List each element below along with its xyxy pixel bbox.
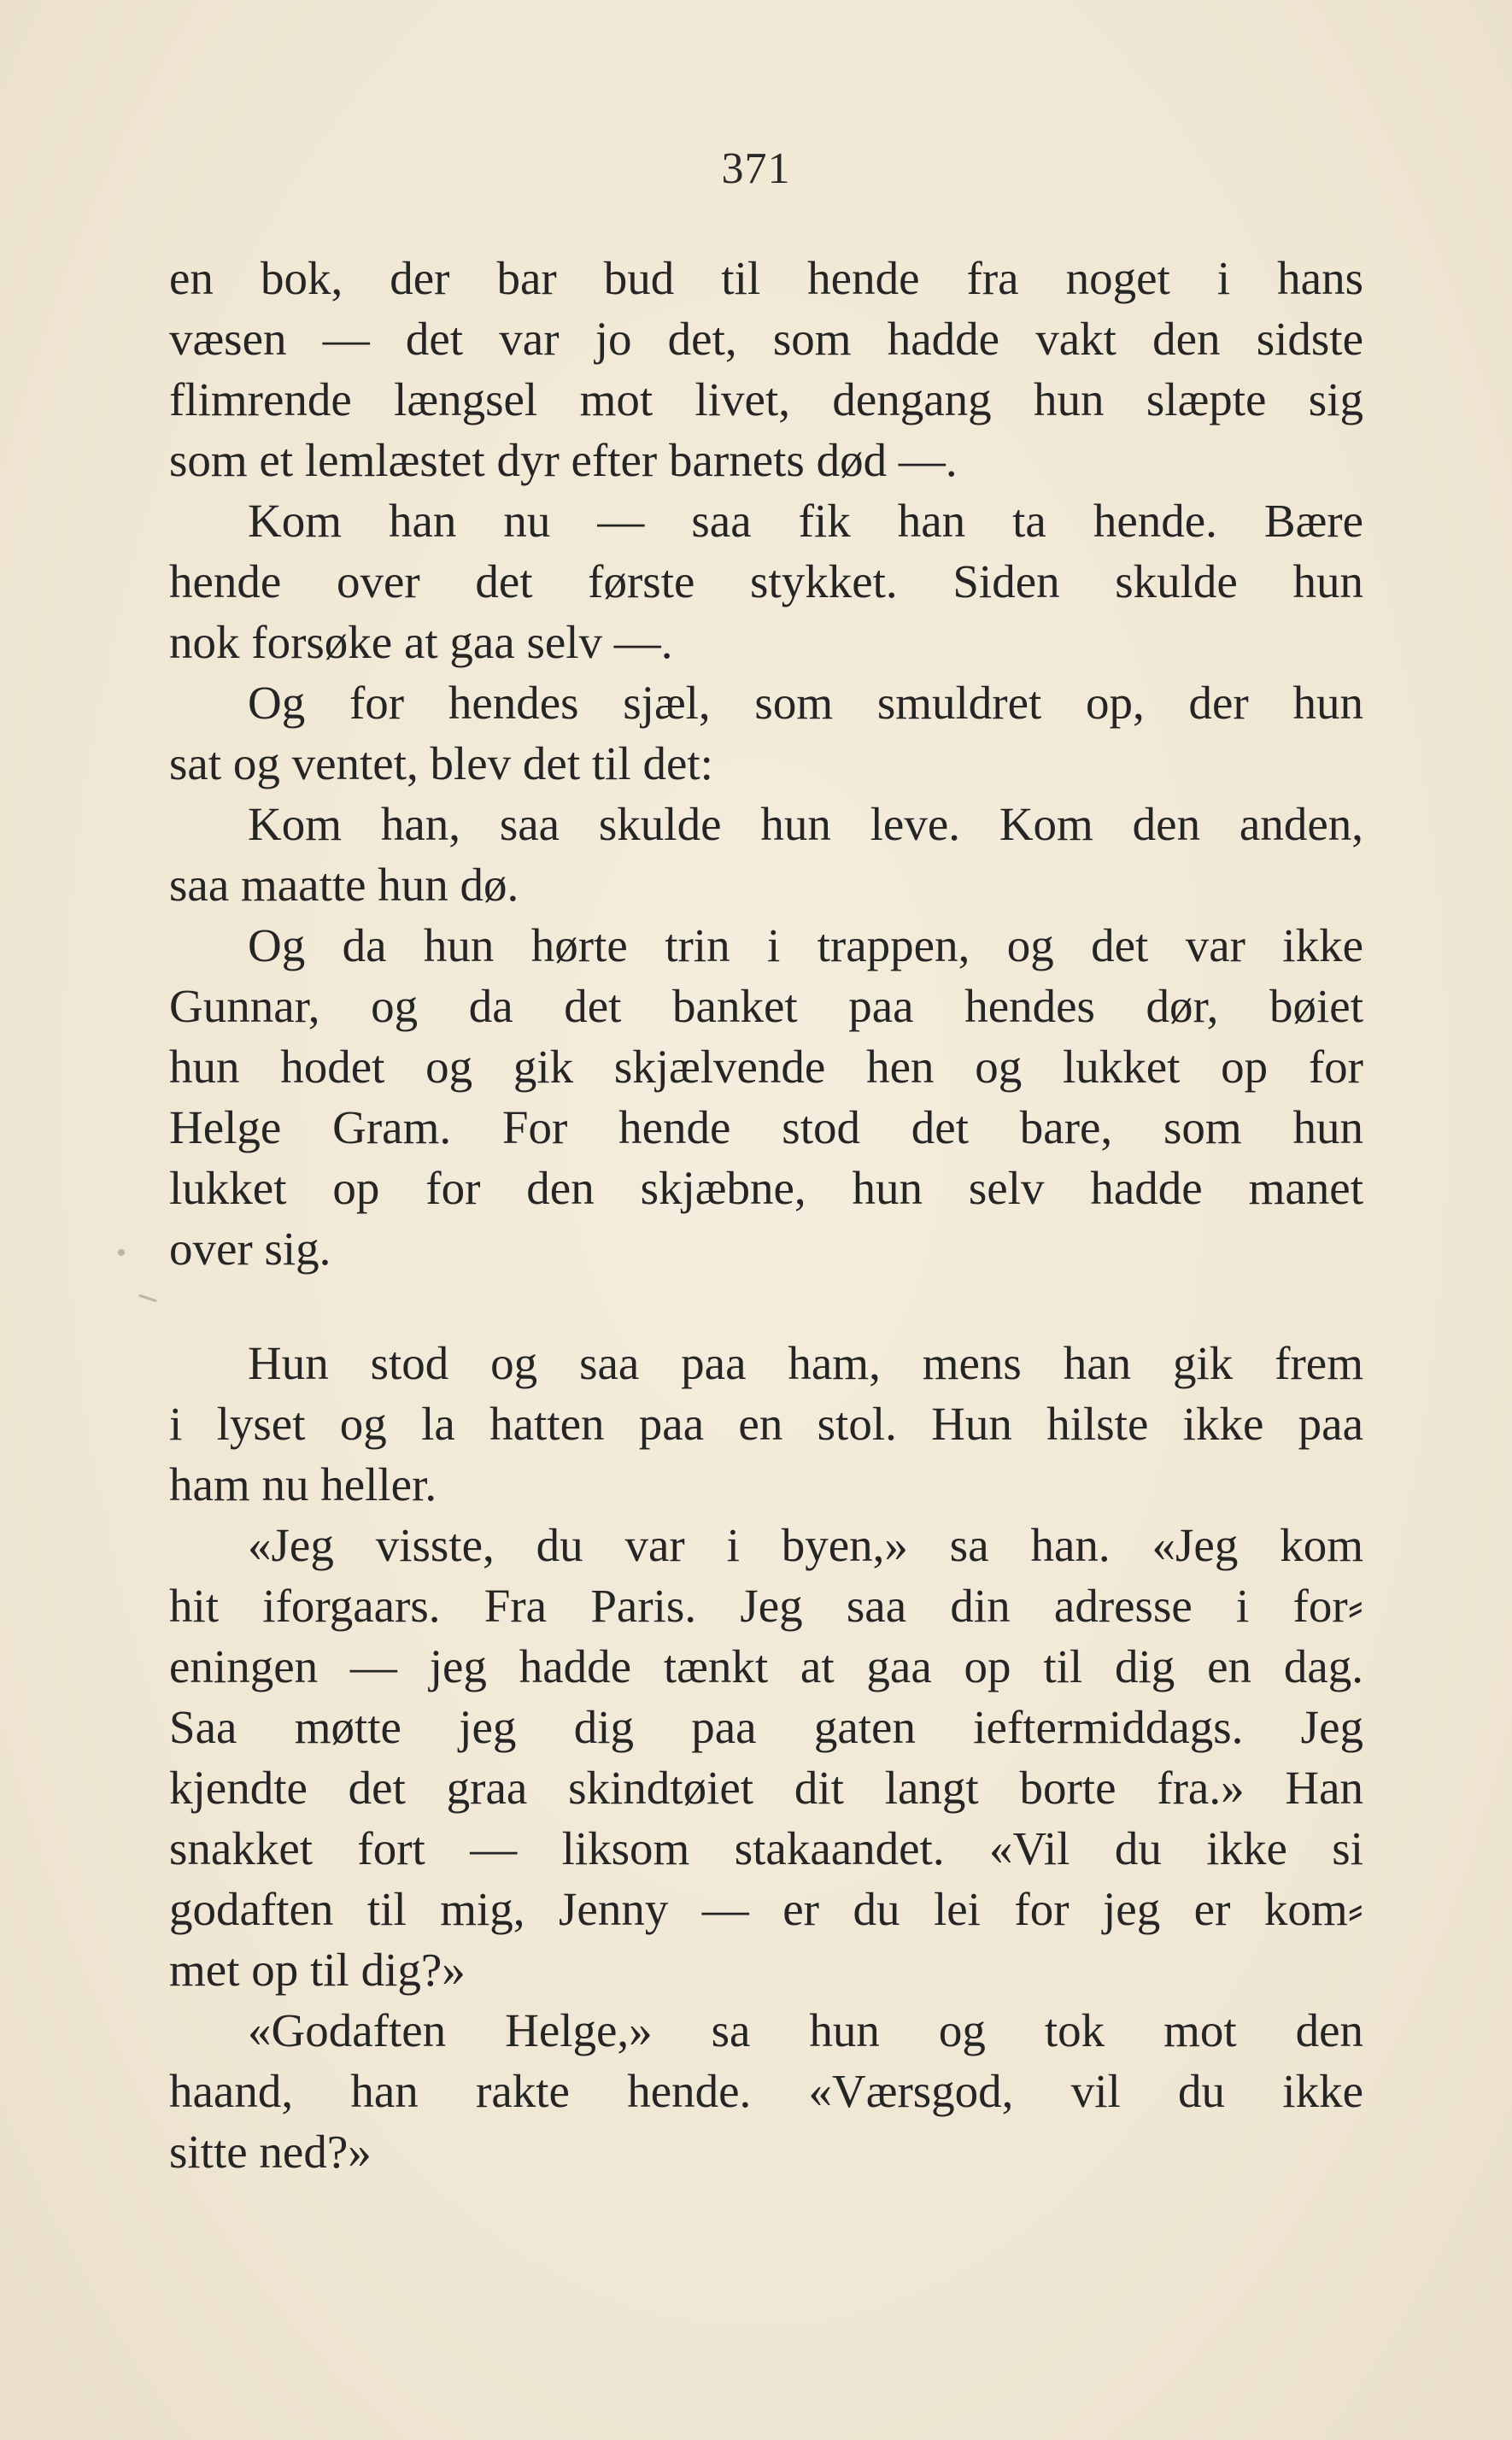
page-number: 371	[721, 144, 791, 193]
text-line: sat og ventet, blev det til det:	[169, 737, 713, 789]
text-line: hun hodet og gik skjælvende hen og lukket op for	[169, 1041, 1363, 1093]
text-line: godaften til mig, Jenny — er du lei for jeg er kom⸗	[169, 1883, 1363, 1935]
text-line: lukket op for den skjæbne, hun selv hadde manet	[169, 1162, 1363, 1214]
text-line: Gunnar, og da det banket paa hendes dør, bøiet	[169, 980, 1363, 1032]
text-line: met op til dig?»	[169, 1944, 466, 1996]
text-line: en bok, der bar bud til hende fra noget i hans	[169, 252, 1363, 304]
text-line: hit iforgaars. Fra Paris. Jeg saa din adresse i for⸗	[169, 1580, 1363, 1632]
text-line: «Jeg visste, du var i byen,» sa han. «Jeg kom	[248, 1519, 1363, 1571]
text-line: som et lemlæstet dyr efter barnets død —.	[169, 434, 958, 486]
text-line: ham nu heller.	[169, 1458, 437, 1510]
text-line: haand, han rakte hende. «Værsgod, vil du ikke	[169, 2065, 1363, 2117]
text-line: kjendte det graa skindtøiet dit langt borte fra.» Han	[169, 1762, 1363, 1814]
text-line: Kom han, saa skulde hun leve. Kom den anden,	[248, 798, 1363, 850]
paper-speck	[118, 1249, 125, 1256]
text-line: nok forsøke at gaa selv —.	[169, 616, 673, 668]
text-line: i lyset og la hatten paa en stol. Hun hilste ikke paa	[169, 1398, 1363, 1450]
text-line: Saa møtte jeg dig paa gaten ieftermiddags. Jeg	[169, 1701, 1363, 1753]
text-line: eningen — jeg hadde tænkt at gaa op til dig en dag.	[169, 1640, 1363, 1692]
text-section-2	[169, 1333, 1363, 2182]
paper-speck	[138, 1294, 157, 1303]
text-line: sitte ned?»	[169, 2126, 372, 2178]
text-line: «Godaften Helge,» sa hun og tok mot den	[248, 2004, 1363, 2056]
text-line: Helge Gram. For hende stod det bare, som hun	[169, 1101, 1363, 1153]
text-line: Hun stod og saa paa ham, mens han gik frem	[248, 1337, 1363, 1389]
text-line: flimrende længsel mot livet, dengang hun slæpte sig	[169, 373, 1363, 425]
text-section-1	[169, 248, 1363, 1279]
text-line: Kom han nu — saa fik han ta hende. Bære	[248, 495, 1363, 547]
text-line: Og for hendes sjæl, som smuldret op, der hun	[248, 677, 1363, 729]
text-line: Og da hun hørte trin i trappen, og det var ikke	[248, 919, 1363, 971]
text-line: hende over det første stykket. Siden skulde hun	[169, 555, 1363, 607]
text-line: snakket fort — liksom stakaandet. «Vil du ikke si	[169, 1822, 1363, 1874]
text-line: over sig.	[169, 1223, 331, 1275]
text-line: saa maatte hun dø.	[169, 859, 519, 911]
text-line: væsen — det var jo det, som hadde vakt den sidste	[169, 313, 1363, 365]
